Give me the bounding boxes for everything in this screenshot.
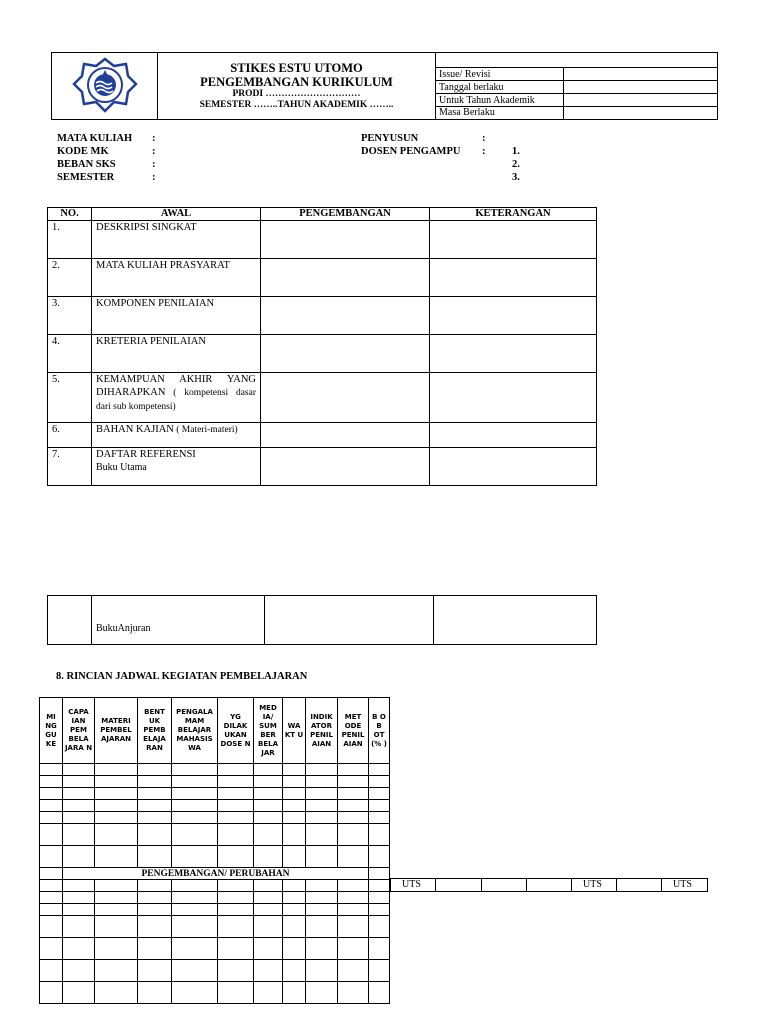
uts-cell[interactable] bbox=[436, 879, 482, 892]
schedule-cell[interactable] bbox=[306, 824, 338, 846]
info-label-masa: Masa Berlaku bbox=[436, 106, 564, 119]
schedule-cell[interactable] bbox=[63, 824, 95, 846]
schedule-cell[interactable] bbox=[95, 812, 138, 824]
schedule-cell[interactable] bbox=[254, 904, 283, 916]
schedule-cell[interactable] bbox=[63, 904, 95, 916]
schedule-cell[interactable] bbox=[138, 776, 172, 788]
info-value-issue[interactable] bbox=[564, 68, 718, 81]
col-bobot: B O B OT (% ) bbox=[369, 698, 390, 764]
info-label-tahun: Untuk Tahun Akademik bbox=[436, 94, 564, 107]
schedule-cell[interactable] bbox=[172, 880, 218, 892]
schedule-cell[interactable] bbox=[138, 960, 172, 982]
schedule-cell[interactable] bbox=[306, 916, 338, 938]
schedule-cell[interactable] bbox=[172, 764, 218, 776]
uts-cell: UTS bbox=[662, 879, 708, 892]
col-metode: MET ODE PENIL AIAN bbox=[338, 698, 369, 764]
info-value-masa[interactable] bbox=[564, 106, 718, 119]
keterangan-cell[interactable] bbox=[430, 448, 597, 486]
table-row: 6. BAHAN KAJIAN ( Materi-materi) bbox=[48, 423, 597, 448]
schedule-cell[interactable] bbox=[138, 892, 172, 904]
schedule-cell[interactable] bbox=[369, 982, 390, 1004]
logo-cell bbox=[52, 53, 158, 120]
uts-cell: UTS bbox=[391, 879, 436, 892]
schedule-cell[interactable] bbox=[254, 916, 283, 938]
curriculum-table bbox=[47, 207, 597, 486]
dosen-num-1: 1. bbox=[512, 146, 520, 157]
col-pengalaman: PENGALA MAM BELAJAR MAHASIS WA bbox=[172, 698, 218, 764]
course-info-left: MATA KULIAH : KODE MK : BEBAN SKS : SEMESTER : bbox=[57, 133, 156, 183]
schedule-cell[interactable] bbox=[254, 764, 283, 776]
schedule-cell[interactable] bbox=[172, 776, 218, 788]
schedule-cell[interactable] bbox=[338, 788, 369, 800]
schedule-cell[interactable] bbox=[63, 776, 95, 788]
schedule-cell[interactable] bbox=[172, 846, 218, 868]
schedule-cell[interactable] bbox=[172, 938, 218, 960]
schedule-row bbox=[40, 916, 390, 938]
schedule-cell[interactable] bbox=[138, 904, 172, 916]
schedule-cell[interactable] bbox=[172, 904, 218, 916]
schedule-cell[interactable] bbox=[63, 960, 95, 982]
schedule-cell[interactable] bbox=[40, 824, 63, 846]
schedule-cell[interactable] bbox=[369, 904, 390, 916]
schedule-cell[interactable] bbox=[283, 846, 306, 868]
schedule-table bbox=[39, 697, 390, 1004]
schedule-cell[interactable] bbox=[283, 916, 306, 938]
schedule-cell[interactable] bbox=[63, 892, 95, 904]
schedule-cell[interactable] bbox=[40, 892, 63, 904]
schedule-cell[interactable] bbox=[283, 960, 306, 982]
col-materi: MATERI PEMBEL AJARAN bbox=[95, 698, 138, 764]
table-row: 1. DESKRIPSI SINGKAT bbox=[48, 221, 597, 259]
schedule-cell[interactable] bbox=[306, 800, 338, 812]
col-media: MED IA/ SUM BER BELA JAR bbox=[254, 698, 283, 764]
schedule-cell[interactable] bbox=[40, 812, 63, 824]
schedule-cell[interactable] bbox=[95, 846, 138, 868]
schedule-cell[interactable] bbox=[283, 812, 306, 824]
schedule-cell[interactable] bbox=[63, 880, 95, 892]
schedule-cell[interactable] bbox=[254, 960, 283, 982]
table-row: 3. KOMPONEN PENILAIAN bbox=[48, 297, 597, 335]
schedule-cell[interactable] bbox=[254, 824, 283, 846]
schedule-cell[interactable] bbox=[63, 812, 95, 824]
table-row: 7. DAFTAR REFERENSI Buku Utama bbox=[48, 448, 597, 486]
schedule-cell[interactable] bbox=[172, 960, 218, 982]
pengembangan-cell[interactable] bbox=[261, 448, 430, 486]
buku-anjuran-table bbox=[47, 595, 597, 645]
schedule-cell[interactable] bbox=[95, 938, 138, 960]
schedule-cell[interactable] bbox=[218, 764, 254, 776]
schedule-cell[interactable] bbox=[283, 880, 306, 892]
schedule-cell[interactable] bbox=[95, 960, 138, 982]
keterangan-cell[interactable] bbox=[430, 259, 597, 297]
awal-cell: BAHAN KAJIAN ( Materi-materi) bbox=[92, 423, 261, 448]
schedule-cell[interactable] bbox=[172, 788, 218, 800]
schedule-cell[interactable] bbox=[172, 800, 218, 812]
schedule-cell[interactable] bbox=[369, 892, 390, 904]
schedule-cell[interactable] bbox=[254, 846, 283, 868]
schedule-cell[interactable] bbox=[63, 938, 95, 960]
schedule-cell[interactable] bbox=[218, 960, 254, 982]
schedule-cell[interactable] bbox=[138, 800, 172, 812]
schedule-cell[interactable] bbox=[40, 880, 63, 892]
schedule-cell[interactable] bbox=[218, 982, 254, 1004]
schedule-cell[interactable] bbox=[40, 916, 63, 938]
schedule-row bbox=[40, 824, 390, 846]
schedule-row bbox=[40, 892, 390, 904]
schedule-cell[interactable] bbox=[369, 812, 390, 824]
schedule-cell[interactable] bbox=[338, 960, 369, 982]
schedule-cell[interactable] bbox=[369, 776, 390, 788]
schedule-cell[interactable] bbox=[40, 904, 63, 916]
schedule-cell[interactable] bbox=[306, 982, 338, 1004]
keterangan-cell[interactable] bbox=[430, 423, 597, 448]
col-capaian: CAPA IAN PEM BELA JARA N bbox=[63, 698, 95, 764]
schedule-cell[interactable] bbox=[283, 776, 306, 788]
schedule-cell[interactable] bbox=[283, 892, 306, 904]
schedule-cell[interactable] bbox=[138, 812, 172, 824]
schedule-cell[interactable] bbox=[40, 764, 63, 776]
schedule-cell[interactable] bbox=[283, 938, 306, 960]
schedule-cell[interactable] bbox=[306, 846, 338, 868]
schedule-cell[interactable] bbox=[369, 846, 390, 868]
schedule-cell[interactable] bbox=[40, 776, 63, 788]
info-label-issue: Issue/ Revisi bbox=[436, 68, 564, 81]
schedule-row bbox=[40, 904, 390, 916]
awal-cell: MATA KULIAH PRASYARAT bbox=[92, 259, 261, 297]
schedule-cell[interactable] bbox=[306, 812, 338, 824]
schedule-cell[interactable] bbox=[306, 960, 338, 982]
schedule-cell[interactable] bbox=[254, 812, 283, 824]
schedule-cell[interactable] bbox=[338, 892, 369, 904]
schedule-row bbox=[40, 960, 390, 982]
schedule-cell[interactable] bbox=[95, 916, 138, 938]
awal-cell: DESKRIPSI SINGKAT bbox=[92, 221, 261, 259]
schedule-cell[interactable] bbox=[63, 788, 95, 800]
pengembangan-cell[interactable] bbox=[261, 423, 430, 448]
schedule-cell[interactable] bbox=[306, 892, 338, 904]
table-row: 4. KRETERIA PENILAIAN bbox=[48, 335, 597, 373]
pengembangan-cell[interactable] bbox=[261, 297, 430, 335]
schedule-cell[interactable] bbox=[306, 764, 338, 776]
schedule-cell[interactable] bbox=[338, 846, 369, 868]
awal-cell: KRETERIA PENILAIAN bbox=[92, 335, 261, 373]
schedule-cell[interactable] bbox=[172, 982, 218, 1004]
schedule-cell[interactable] bbox=[172, 824, 218, 846]
keterangan-cell[interactable] bbox=[434, 596, 597, 645]
institution-logo-icon bbox=[70, 56, 140, 114]
schedule-cell[interactable] bbox=[95, 892, 138, 904]
schedule-cell[interactable] bbox=[369, 800, 390, 812]
schedule-cell[interactable] bbox=[338, 764, 369, 776]
schedule-cell[interactable] bbox=[369, 880, 390, 892]
schedule-cell[interactable] bbox=[338, 916, 369, 938]
info-value-tahun[interactable] bbox=[564, 94, 718, 107]
prodi-line: PRODI ………………………… bbox=[232, 89, 361, 99]
schedule-cell[interactable] bbox=[63, 800, 95, 812]
pengembangan-cell[interactable] bbox=[265, 596, 434, 645]
awal-cell: KEMAMPUAN AKHIR YANG DIHARAPKAN ( kompetensi dasar dari sub kompetensi) bbox=[92, 373, 261, 423]
schedule-cell[interactable] bbox=[338, 982, 369, 1004]
schedule-cell[interactable] bbox=[369, 764, 390, 776]
label-beban-sks: BEBAN SKS bbox=[57, 159, 116, 170]
header-title-cell bbox=[158, 53, 436, 120]
schedule-cell[interactable] bbox=[218, 880, 254, 892]
schedule-cell[interactable] bbox=[369, 938, 390, 960]
schedule-cell[interactable] bbox=[138, 982, 172, 1004]
schedule-cell[interactable] bbox=[95, 904, 138, 916]
schedule-cell[interactable] bbox=[369, 960, 390, 982]
schedule-cell[interactable] bbox=[172, 892, 218, 904]
schedule-row bbox=[40, 800, 390, 812]
col-waktu: WA KT U bbox=[283, 698, 306, 764]
schedule-cell[interactable] bbox=[254, 892, 283, 904]
schedule-cell[interactable] bbox=[254, 982, 283, 1004]
schedule-cell[interactable] bbox=[218, 846, 254, 868]
col-indikator: INDIK ATOR PENIL AIAN bbox=[306, 698, 338, 764]
col-header-no: NO. bbox=[48, 208, 92, 221]
schedule-cell[interactable] bbox=[138, 846, 172, 868]
label-penyusun: PENYUSUN bbox=[361, 133, 419, 144]
schedule-cell[interactable] bbox=[63, 764, 95, 776]
schedule-cell[interactable] bbox=[138, 938, 172, 960]
table-row: 2. MATA KULIAH PRASYARAT bbox=[48, 259, 597, 297]
uts-cell[interactable] bbox=[527, 879, 572, 892]
uts-cell[interactable] bbox=[617, 879, 662, 892]
schedule-cell[interactable] bbox=[40, 846, 63, 868]
schedule-cell[interactable] bbox=[306, 904, 338, 916]
col-bentuk: BENT UK PEMB ELAJA RAN bbox=[138, 698, 172, 764]
schedule-row bbox=[40, 880, 390, 892]
label-kode-mk: KODE MK bbox=[57, 146, 109, 157]
schedule-cell[interactable] bbox=[369, 824, 390, 846]
schedule-cell[interactable] bbox=[218, 776, 254, 788]
col-header-awal: AWAL bbox=[92, 208, 261, 221]
label-semester: SEMESTER bbox=[57, 172, 115, 183]
schedule-cell[interactable] bbox=[218, 800, 254, 812]
keterangan-cell[interactable] bbox=[430, 373, 597, 423]
header-info-top bbox=[436, 53, 718, 68]
schedule-cell[interactable] bbox=[95, 776, 138, 788]
schedule-cell[interactable] bbox=[95, 982, 138, 1004]
pengembangan-cell[interactable] bbox=[261, 221, 430, 259]
schedule-cell[interactable] bbox=[254, 800, 283, 812]
schedule-row bbox=[40, 812, 390, 824]
info-value-tanggal[interactable] bbox=[564, 81, 718, 94]
schedule-cell[interactable] bbox=[95, 824, 138, 846]
schedule-row bbox=[40, 788, 390, 800]
schedule-row bbox=[40, 776, 390, 788]
schedule-cell[interactable] bbox=[218, 892, 254, 904]
schedule-cell[interactable] bbox=[338, 812, 369, 824]
schedule-cell[interactable] bbox=[338, 938, 369, 960]
schedule-cell[interactable] bbox=[218, 916, 254, 938]
table-row: 5. KEMAMPUAN AKHIR YANG DIHARAPKAN ( kompetensi dasar dari sub kompetensi) bbox=[48, 373, 597, 423]
awal-cell: KOMPONEN PENILAIAN bbox=[92, 297, 261, 335]
schedule-cell[interactable] bbox=[63, 916, 95, 938]
schedule-cell[interactable] bbox=[283, 824, 306, 846]
col-header-pengembangan: PENGEMBANGAN bbox=[261, 208, 430, 221]
schedule-cell[interactable] bbox=[95, 880, 138, 892]
schedule-cell[interactable] bbox=[40, 788, 63, 800]
buku-anjuran-label: BukuAnjuran bbox=[92, 596, 265, 645]
schedule-cell[interactable] bbox=[369, 916, 390, 938]
schedule-cell[interactable] bbox=[283, 788, 306, 800]
uts-cell: UTS bbox=[572, 879, 617, 892]
schedule-cell[interactable] bbox=[40, 938, 63, 960]
schedule-cell[interactable] bbox=[283, 982, 306, 1004]
document-title: PENGEMBANGAN KURIKULUM bbox=[200, 75, 393, 89]
label-mata-kuliah: MATA KULIAH bbox=[57, 133, 133, 144]
schedule-cell[interactable] bbox=[172, 916, 218, 938]
schedule-row bbox=[40, 982, 390, 1004]
schedule-cell[interactable] bbox=[40, 800, 63, 812]
schedule-cell[interactable] bbox=[283, 764, 306, 776]
schedule-cell[interactable] bbox=[283, 904, 306, 916]
schedule-cell[interactable] bbox=[218, 904, 254, 916]
uts-row bbox=[390, 878, 708, 892]
schedule-cell[interactable] bbox=[172, 812, 218, 824]
schedule-cell[interactable] bbox=[40, 960, 63, 982]
schedule-cell[interactable] bbox=[138, 916, 172, 938]
course-info-right: PENYUSUN : DOSEN PENGAMPU : 1. 2. 3. bbox=[361, 133, 520, 183]
schedule-cell[interactable] bbox=[254, 776, 283, 788]
schedule-cell[interactable] bbox=[95, 788, 138, 800]
schedule-cell[interactable] bbox=[338, 776, 369, 788]
schedule-cell[interactable] bbox=[254, 788, 283, 800]
schedule-cell[interactable] bbox=[218, 938, 254, 960]
awal-cell: DAFTAR REFERENSI Buku Utama bbox=[92, 448, 261, 486]
schedule-row bbox=[40, 846, 390, 868]
schedule-cell[interactable] bbox=[254, 880, 283, 892]
schedule-cell[interactable] bbox=[338, 800, 369, 812]
schedule-cell[interactable] bbox=[138, 764, 172, 776]
uts-cell[interactable] bbox=[482, 879, 527, 892]
section-8-title: 8. RINCIAN JADWAL KEGIATAN PEMBELAJARAN bbox=[56, 671, 308, 682]
schedule-cell[interactable] bbox=[306, 938, 338, 960]
institution-name: STIKES ESTU UTOMO bbox=[230, 61, 363, 75]
info-label-tanggal: Tanggal berlaku bbox=[436, 81, 564, 94]
pengembangan-cell[interactable] bbox=[261, 259, 430, 297]
schedule-cell[interactable] bbox=[138, 880, 172, 892]
keterangan-cell[interactable] bbox=[430, 335, 597, 373]
col-header-keterangan: KETERANGAN bbox=[430, 208, 597, 221]
schedule-cell[interactable] bbox=[218, 812, 254, 824]
schedule-cell[interactable] bbox=[218, 824, 254, 846]
schedule-cell[interactable] bbox=[338, 880, 369, 892]
keterangan-cell[interactable] bbox=[430, 297, 597, 335]
dosen-num-3: 3. bbox=[512, 172, 520, 183]
schedule-cell[interactable] bbox=[338, 824, 369, 846]
schedule-cell[interactable] bbox=[138, 788, 172, 800]
document-header bbox=[51, 52, 718, 120]
schedule-row bbox=[40, 764, 390, 776]
col-dosen: YG DILAK UKAN DOSE N bbox=[218, 698, 254, 764]
pengembangan-cell[interactable] bbox=[261, 373, 430, 423]
schedule-cell[interactable] bbox=[306, 776, 338, 788]
col-minggu-ke: MI NG GU KE bbox=[40, 698, 63, 764]
pengembangan-cell[interactable] bbox=[261, 335, 430, 373]
schedule-cell[interactable] bbox=[254, 938, 283, 960]
schedule-cell[interactable] bbox=[63, 846, 95, 868]
schedule-cell[interactable] bbox=[95, 800, 138, 812]
dosen-num-2: 2. bbox=[512, 159, 520, 170]
schedule-row bbox=[40, 938, 390, 960]
pengembangan-row bbox=[40, 868, 390, 880]
schedule-cell[interactable] bbox=[138, 824, 172, 846]
schedule-cell[interactable] bbox=[306, 880, 338, 892]
schedule-cell[interactable] bbox=[338, 904, 369, 916]
schedule-cell[interactable] bbox=[283, 800, 306, 812]
label-dosen-pengampu: DOSEN PENGAMPU bbox=[361, 146, 461, 157]
semester-line: SEMESTER ……..TAHUN AKADEMIK …….. bbox=[199, 100, 394, 110]
schedule-cell[interactable] bbox=[306, 788, 338, 800]
schedule-cell[interactable] bbox=[40, 982, 63, 1004]
schedule-cell[interactable] bbox=[369, 788, 390, 800]
keterangan-cell[interactable] bbox=[430, 221, 597, 259]
schedule-cell[interactable] bbox=[95, 764, 138, 776]
pengembangan-perubahan-label: PENGEMBANGAN/ PERUBAHAN bbox=[63, 868, 369, 880]
schedule-cell[interactable] bbox=[63, 982, 95, 1004]
schedule-cell[interactable] bbox=[218, 788, 254, 800]
